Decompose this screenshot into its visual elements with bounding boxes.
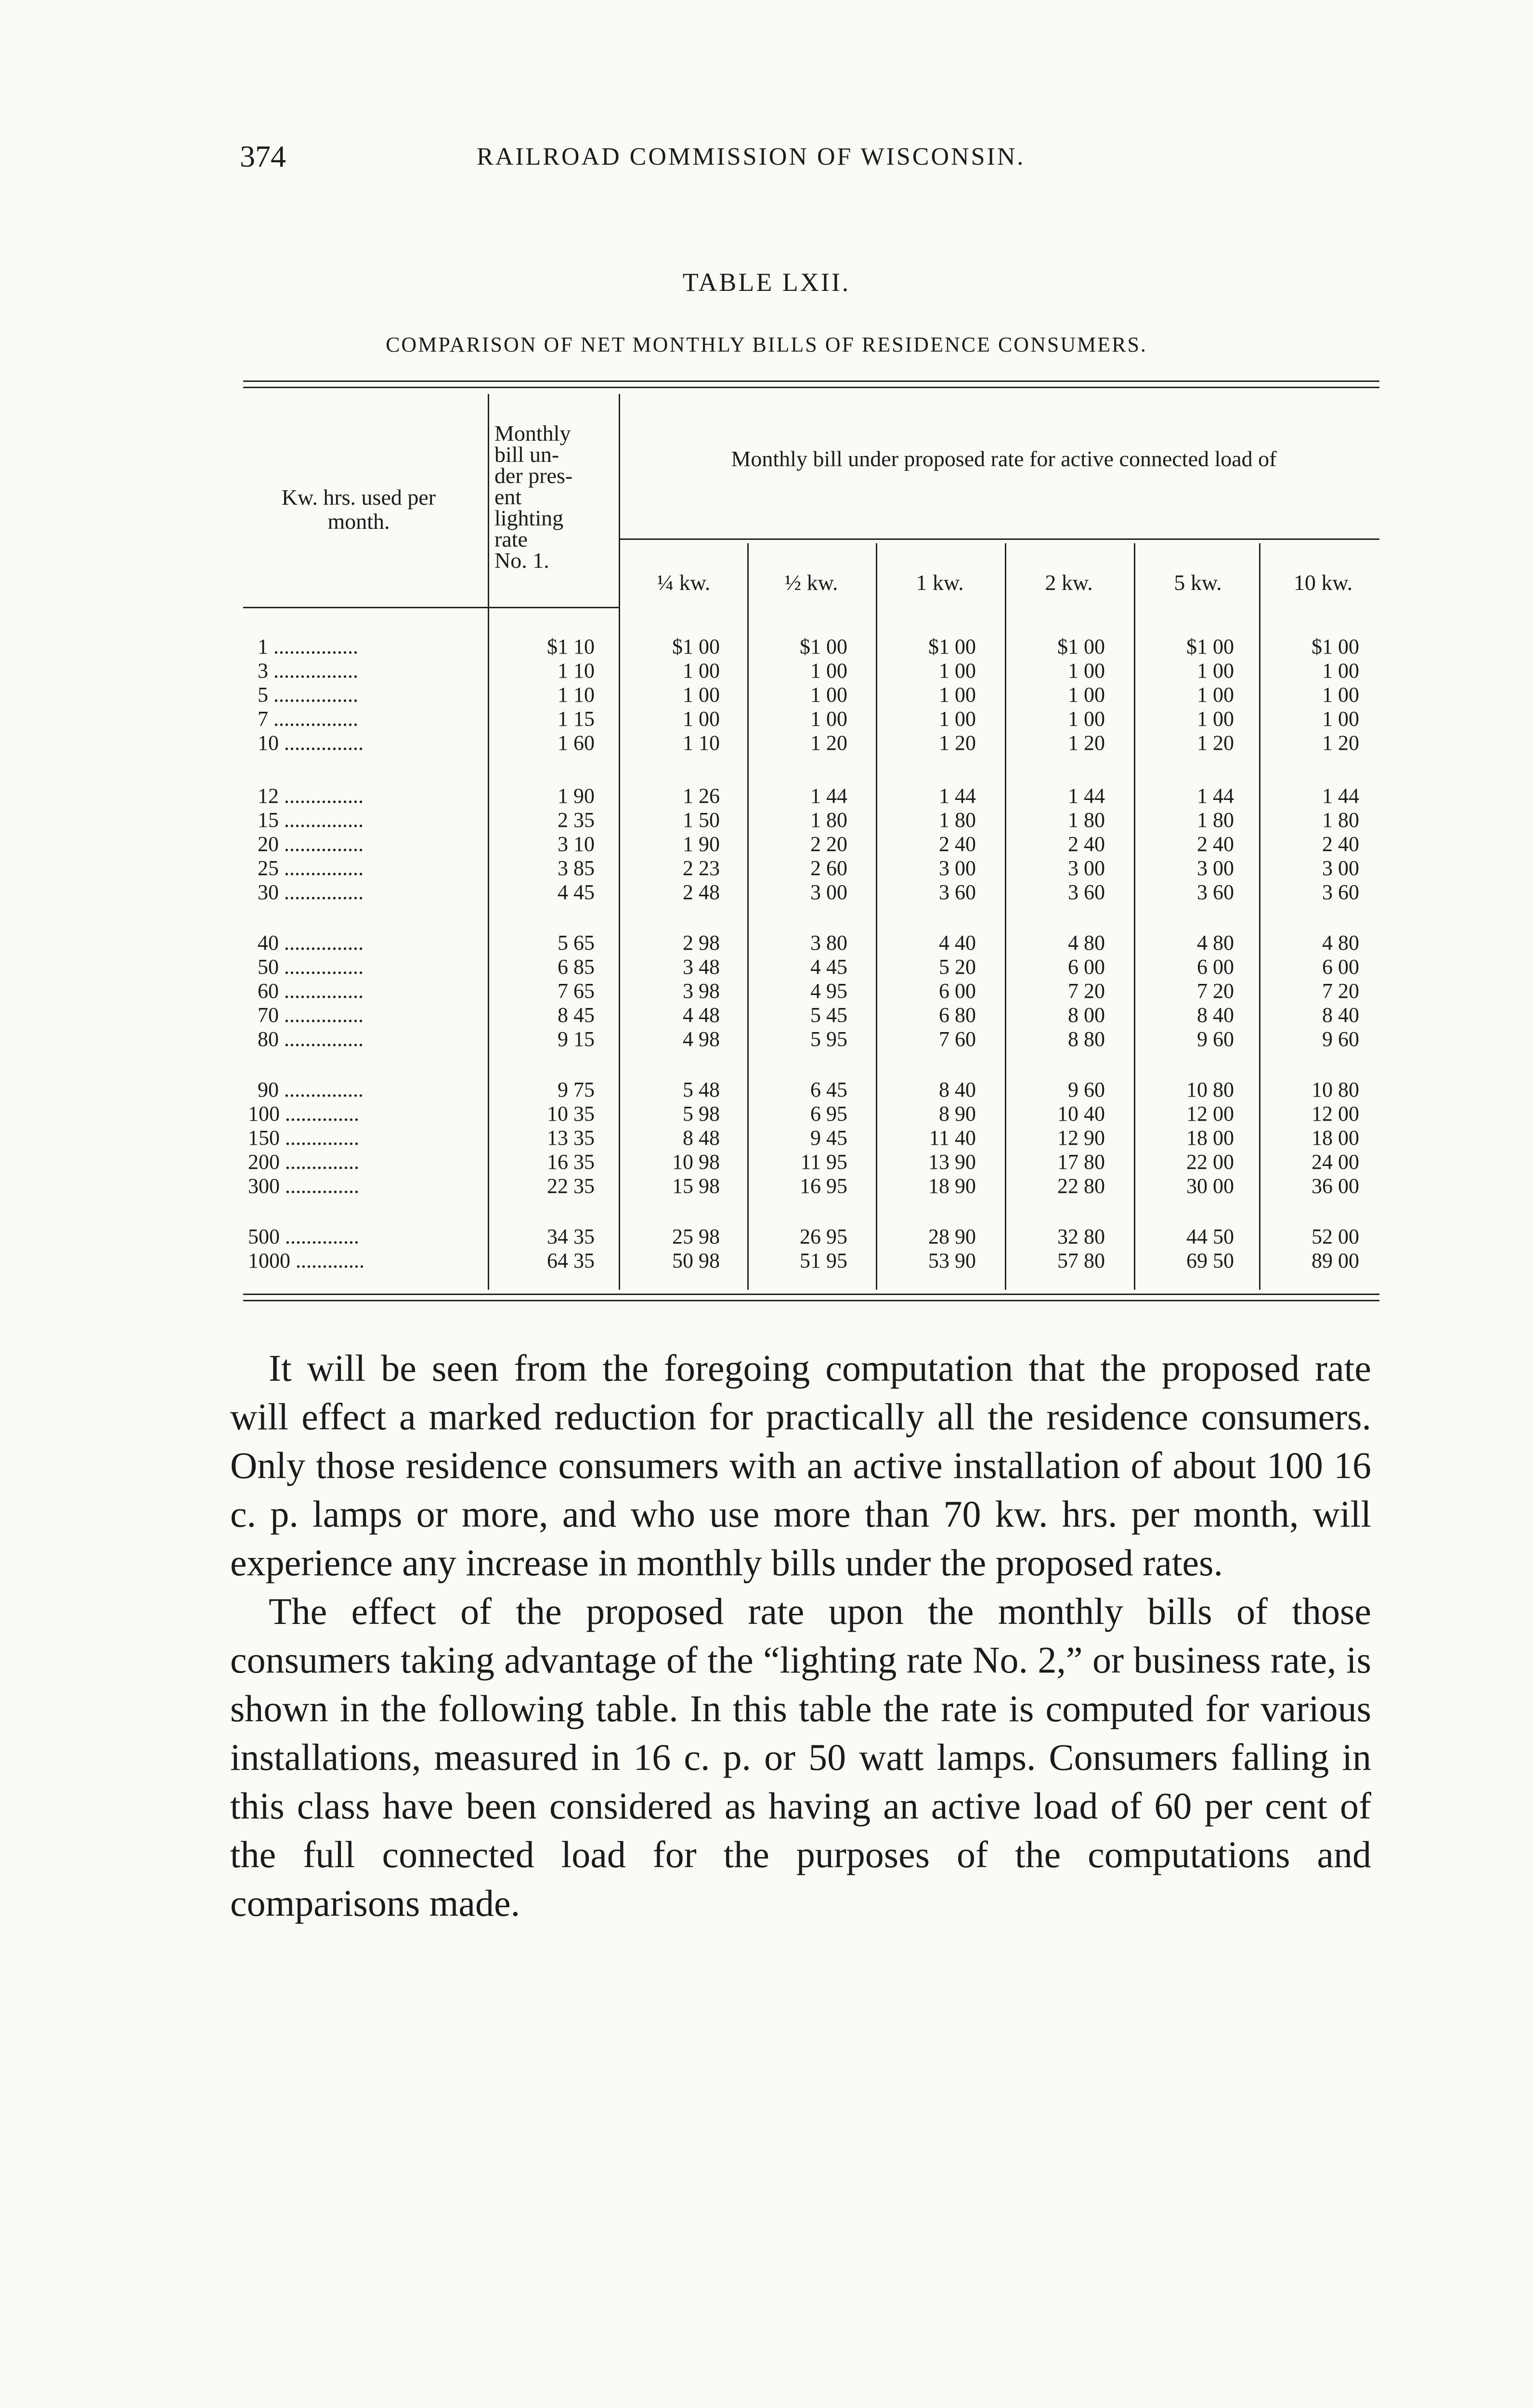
proposed-rate-value: 1 00 bbox=[1068, 707, 1105, 731]
kw-hours-cell bbox=[243, 1225, 479, 1273]
proposed-rate-value: 1 20 bbox=[1197, 731, 1234, 755]
proposed-rate-value: 25 98 bbox=[672, 1225, 720, 1248]
proposed-rate-cell bbox=[1013, 931, 1105, 1051]
header-kw-hrs: Kw. hrs. used per month. bbox=[281, 485, 436, 534]
proposed-rate-cell bbox=[1268, 635, 1359, 755]
proposed-rate-value: 12 00 bbox=[1312, 1102, 1359, 1125]
proposed-rate-value: 1 00 bbox=[1322, 683, 1359, 707]
kw-hours-value: 30 ............... bbox=[258, 880, 364, 904]
proposed-rate-value: 1 80 bbox=[1068, 808, 1105, 832]
header-rule bbox=[619, 538, 1379, 540]
kw-hours-value: 200 .............. bbox=[248, 1150, 359, 1174]
proposed-rate-cell bbox=[1143, 1225, 1234, 1273]
proposed-rate-value: $1 00 bbox=[1312, 635, 1359, 658]
kw-hours-value: 15 ............... bbox=[258, 808, 364, 832]
proposed-rate-value: 1 00 bbox=[683, 659, 720, 682]
proposed-rate-value: 12 00 bbox=[1186, 1102, 1234, 1125]
proposed-rate-value: 1 26 bbox=[683, 784, 720, 808]
proposed-rate-value: 22 80 bbox=[1057, 1174, 1105, 1198]
proposed-rate-value: 2 48 bbox=[683, 880, 720, 904]
proposed-rate-value: 3 00 bbox=[1197, 856, 1234, 880]
proposed-rate-value: 1 44 bbox=[939, 784, 976, 808]
header-rule bbox=[488, 607, 619, 608]
header-rule bbox=[243, 607, 488, 608]
proposed-rate-value: 6 00 bbox=[939, 979, 976, 1003]
proposed-rate-value: 1 00 bbox=[1197, 707, 1234, 731]
proposed-rate-value: $1 00 bbox=[1057, 635, 1105, 658]
proposed-rate-value: 17 80 bbox=[1057, 1150, 1105, 1174]
proposed-rate-value: 1 20 bbox=[1068, 731, 1105, 755]
proposed-rate-value: 6 80 bbox=[939, 1003, 976, 1027]
proposed-rate-value: 9 60 bbox=[1068, 1078, 1105, 1101]
present-rate-value: 1 90 bbox=[558, 784, 595, 808]
proposed-rate-value: 6 95 bbox=[810, 1102, 847, 1125]
table-subtitle: COMPARISON OF NET MONTHLY BILLS OF RESIDENCE CONSUMERS. bbox=[386, 333, 1147, 356]
proposed-rate-cell bbox=[756, 1225, 847, 1273]
proposed-rate-value: 10 80 bbox=[1312, 1078, 1359, 1101]
present-rate-value: 1 60 bbox=[558, 731, 595, 755]
present-rate-value: 34 35 bbox=[547, 1225, 595, 1248]
proposed-rate-value: 1 00 bbox=[939, 707, 976, 731]
running-head: RAILROAD COMMISSION OF WISCONSIN. bbox=[477, 143, 1026, 170]
kw-hours-value: 1000 ............. bbox=[248, 1249, 364, 1272]
proposed-rate-value: 2 40 bbox=[1197, 832, 1234, 856]
proposed-rate-cell bbox=[628, 1078, 720, 1198]
proposed-rate-value: 8 90 bbox=[939, 1102, 976, 1125]
proposed-rate-cell bbox=[756, 784, 847, 904]
present-rate-value: 6 85 bbox=[558, 955, 595, 979]
proposed-rate-cell bbox=[628, 784, 720, 904]
proposed-rate-value: 1 44 bbox=[1068, 784, 1105, 808]
body-text bbox=[230, 1344, 1371, 1927]
present-rate-value: 1 10 bbox=[558, 659, 595, 682]
kw-hours-value: 7 ................ bbox=[258, 707, 358, 731]
proposed-rate-cell bbox=[1268, 784, 1359, 904]
present-rate-value: 2 35 bbox=[558, 808, 595, 832]
proposed-rate-cell bbox=[1143, 784, 1234, 904]
proposed-rate-cell bbox=[628, 931, 720, 1051]
proposed-rate-value: 7 20 bbox=[1197, 979, 1234, 1003]
kw-hours-value: 40 ............... bbox=[258, 931, 364, 955]
kw-hours-value: 300 .............. bbox=[248, 1174, 359, 1198]
proposed-rate-cell bbox=[1143, 635, 1234, 755]
header-load-1: ½ kw. bbox=[784, 570, 838, 595]
proposed-rate-cell bbox=[756, 931, 847, 1051]
proposed-rate-value: 51 95 bbox=[800, 1249, 847, 1272]
proposed-rate-value: 6 00 bbox=[1068, 955, 1105, 979]
proposed-rate-cell bbox=[884, 635, 976, 755]
proposed-rate-value: 1 00 bbox=[1197, 659, 1234, 682]
proposed-rate-cell bbox=[628, 635, 720, 755]
proposed-rate-value: 1 00 bbox=[1068, 683, 1105, 707]
header-proposed-rate: Monthly bill under proposed rate for active connected load of bbox=[731, 446, 1277, 471]
present-rate-cell bbox=[494, 931, 595, 1051]
kw-hours-value: 90 ............... bbox=[258, 1078, 364, 1101]
kw-hours-cell bbox=[243, 784, 479, 904]
proposed-rate-value: 4 45 bbox=[810, 955, 847, 979]
header-load-4: 5 kw. bbox=[1174, 570, 1222, 595]
proposed-rate-cell bbox=[884, 784, 976, 904]
proposed-rate-value: 50 98 bbox=[672, 1249, 720, 1272]
proposed-rate-value: 9 60 bbox=[1322, 1027, 1359, 1051]
proposed-rate-value: $1 00 bbox=[1186, 635, 1234, 658]
present-rate-value: 8 45 bbox=[558, 1003, 595, 1027]
paragraph: The effect of the proposed rate upon the monthly bills of those consumers taking advantage of the “lighting rate No. 2,” or business rate, is shown in the following table. In this table the rate is computed for various installations, measured in 16 c. p. or 50 watt lamps. Consumers falling in this class have been considered as having an active load of 60 per cent of the full connected load for the purposes of the computations and comparisons made. bbox=[230, 1590, 1371, 1924]
proposed-rate-value: 1 00 bbox=[683, 707, 720, 731]
kw-hours-value: 70 ............... bbox=[258, 1003, 364, 1027]
proposed-rate-value: 7 60 bbox=[939, 1027, 976, 1051]
proposed-rate-value: 5 95 bbox=[810, 1027, 847, 1051]
header-load-2: 1 kw. bbox=[916, 570, 964, 595]
column-divider bbox=[747, 543, 749, 1290]
proposed-rate-value: 7 20 bbox=[1322, 979, 1359, 1003]
proposed-rate-value: 8 40 bbox=[1197, 1003, 1234, 1027]
proposed-rate-value: 89 00 bbox=[1312, 1249, 1359, 1272]
kw-hours-value: 80 ............... bbox=[258, 1027, 364, 1051]
proposed-rate-value: 3 98 bbox=[683, 979, 720, 1003]
proposed-rate-value: 7 20 bbox=[1068, 979, 1105, 1003]
kw-hours-value: 20 ............... bbox=[258, 832, 364, 856]
proposed-rate-value: 2 98 bbox=[683, 931, 720, 955]
proposed-rate-value: 1 20 bbox=[810, 731, 847, 755]
proposed-rate-cell bbox=[1143, 931, 1234, 1051]
column-divider bbox=[488, 394, 489, 1290]
proposed-rate-cell bbox=[756, 1078, 847, 1198]
kw-hours-value: 500 .............. bbox=[248, 1225, 359, 1248]
proposed-rate-value: 8 40 bbox=[1322, 1003, 1359, 1027]
proposed-rate-cell bbox=[1013, 784, 1105, 904]
proposed-rate-value: 52 00 bbox=[1312, 1225, 1359, 1248]
present-rate-value: 16 35 bbox=[547, 1150, 595, 1174]
header-load-5: 10 kw. bbox=[1293, 570, 1353, 595]
proposed-rate-value: 3 00 bbox=[939, 856, 976, 880]
kw-hours-value: 150 .............. bbox=[248, 1126, 359, 1150]
proposed-rate-cell bbox=[884, 1078, 976, 1198]
proposed-rate-value: 1 00 bbox=[1322, 707, 1359, 731]
proposed-rate-value: 6 45 bbox=[810, 1078, 847, 1101]
proposed-rate-value: 4 40 bbox=[939, 931, 976, 955]
proposed-rate-value: 1 80 bbox=[1197, 808, 1234, 832]
proposed-rate-value: 10 98 bbox=[672, 1150, 720, 1174]
proposed-rate-value: 12 90 bbox=[1057, 1126, 1105, 1150]
proposed-rate-value: 1 80 bbox=[810, 808, 847, 832]
proposed-rate-cell bbox=[756, 635, 847, 755]
proposed-rate-value: 1 00 bbox=[1322, 659, 1359, 682]
proposed-rate-value: 9 45 bbox=[810, 1126, 847, 1150]
proposed-rate-value: 15 98 bbox=[672, 1174, 720, 1198]
proposed-rate-value: 44 50 bbox=[1186, 1225, 1234, 1248]
proposed-rate-value: 69 50 bbox=[1186, 1249, 1234, 1272]
proposed-rate-value: 3 00 bbox=[1068, 856, 1105, 880]
proposed-rate-value: 5 48 bbox=[683, 1078, 720, 1101]
proposed-rate-cell bbox=[1268, 931, 1359, 1051]
proposed-rate-value: 11 40 bbox=[929, 1126, 976, 1150]
proposed-rate-value: 26 95 bbox=[800, 1225, 847, 1248]
proposed-rate-value: $1 00 bbox=[800, 635, 847, 658]
proposed-rate-value: 22 00 bbox=[1186, 1150, 1234, 1174]
comparison-table bbox=[243, 394, 1379, 1290]
proposed-rate-value: 1 00 bbox=[1197, 683, 1234, 707]
proposed-rate-value: 1 00 bbox=[939, 659, 976, 682]
present-rate-value: 13 35 bbox=[547, 1126, 595, 1150]
column-divider bbox=[619, 394, 620, 1290]
proposed-rate-value: 2 40 bbox=[939, 832, 976, 856]
column-divider bbox=[1134, 543, 1135, 1290]
present-rate-value: 22 35 bbox=[547, 1174, 595, 1198]
proposed-rate-value: 3 60 bbox=[1322, 880, 1359, 904]
bottom-double-rule bbox=[243, 1294, 1379, 1295]
proposed-rate-cell bbox=[1013, 1078, 1105, 1198]
proposed-rate-value: 1 50 bbox=[683, 808, 720, 832]
present-rate-value: 3 10 bbox=[558, 832, 595, 856]
proposed-rate-value: 8 48 bbox=[683, 1126, 720, 1150]
proposed-rate-value: 13 90 bbox=[928, 1150, 976, 1174]
header-present-rate: Monthly bill un- der pres- ent lighting rate No. 1. bbox=[494, 421, 573, 573]
proposed-rate-cell bbox=[1013, 635, 1105, 755]
kw-hours-value: 5 ................ bbox=[258, 683, 358, 707]
proposed-rate-value: 18 00 bbox=[1186, 1126, 1234, 1150]
proposed-rate-cell bbox=[884, 1225, 976, 1273]
proposed-rate-value: 57 80 bbox=[1057, 1249, 1105, 1272]
proposed-rate-value: 6 00 bbox=[1197, 955, 1234, 979]
proposed-rate-value: 1 80 bbox=[939, 808, 976, 832]
proposed-rate-value: 1 00 bbox=[939, 683, 976, 707]
header-load-0: ¼ kw. bbox=[657, 570, 711, 595]
present-rate-value: 9 75 bbox=[558, 1078, 595, 1101]
proposed-rate-value: 3 48 bbox=[683, 955, 720, 979]
proposed-rate-value: 1 20 bbox=[939, 731, 976, 755]
proposed-rate-cell bbox=[1143, 1078, 1234, 1198]
present-rate-value: 1 15 bbox=[558, 707, 595, 731]
proposed-rate-value: 3 00 bbox=[1322, 856, 1359, 880]
proposed-rate-value: 1 10 bbox=[683, 731, 720, 755]
proposed-rate-value: 1 44 bbox=[1197, 784, 1234, 808]
kw-hours-value: 1 ................ bbox=[258, 635, 358, 658]
present-rate-cell bbox=[494, 635, 595, 755]
proposed-rate-value: 3 80 bbox=[810, 931, 847, 955]
proposed-rate-value: 8 40 bbox=[939, 1078, 976, 1101]
proposed-rate-value: 53 90 bbox=[928, 1249, 976, 1272]
present-rate-value: $1 10 bbox=[547, 635, 595, 658]
proposed-rate-value: 5 20 bbox=[939, 955, 976, 979]
present-rate-value: 3 85 bbox=[558, 856, 595, 880]
proposed-rate-value: 1 80 bbox=[1322, 808, 1359, 832]
proposed-rate-value: 2 60 bbox=[810, 856, 847, 880]
header-load-3: 2 kw. bbox=[1045, 570, 1093, 595]
proposed-rate-value: 32 80 bbox=[1057, 1225, 1105, 1248]
proposed-rate-value: 10 80 bbox=[1186, 1078, 1234, 1101]
paragraph: It will be seen from the foregoing computation that the proposed rate will effect a marked reduction for practically all the residence consumers. Only those residence consumers with an active installation of about 100 16 c. p. lamps or more, and who use more than 70 kw. hrs. per month, will experience any increase in monthly bills under the proposed rates. bbox=[230, 1347, 1371, 1584]
proposed-rate-value: 2 40 bbox=[1068, 832, 1105, 856]
proposed-rate-value: 3 60 bbox=[939, 880, 976, 904]
proposed-rate-cell bbox=[884, 931, 976, 1051]
proposed-rate-value: 1 00 bbox=[810, 659, 847, 682]
proposed-rate-value: 4 80 bbox=[1068, 931, 1105, 955]
proposed-rate-value: 2 40 bbox=[1322, 832, 1359, 856]
present-rate-cell bbox=[494, 1078, 595, 1198]
proposed-rate-value: 4 48 bbox=[683, 1003, 720, 1027]
proposed-rate-value: 1 44 bbox=[810, 784, 847, 808]
proposed-rate-cell bbox=[1268, 1078, 1359, 1198]
kw-hours-value: 10 ............... bbox=[258, 731, 364, 755]
kw-hours-value: 50 ............... bbox=[258, 955, 364, 979]
present-rate-cell bbox=[494, 1225, 595, 1273]
proposed-rate-value: $1 00 bbox=[672, 635, 720, 658]
proposed-rate-value: 1 00 bbox=[810, 707, 847, 731]
present-rate-value: 10 35 bbox=[547, 1102, 595, 1125]
proposed-rate-value: 28 90 bbox=[928, 1225, 976, 1248]
proposed-rate-value: 2 20 bbox=[810, 832, 847, 856]
table-title: TABLE LXII. bbox=[682, 268, 851, 297]
proposed-rate-value: 6 00 bbox=[1322, 955, 1359, 979]
proposed-rate-cell bbox=[1268, 1225, 1359, 1273]
proposed-rate-value: 1 00 bbox=[810, 683, 847, 707]
column-divider bbox=[876, 543, 877, 1290]
kw-hours-value: 3 ................ bbox=[258, 659, 358, 682]
present-rate-value: 4 45 bbox=[558, 880, 595, 904]
proposed-rate-cell bbox=[628, 1225, 720, 1273]
kw-hours-value: 100 .............. bbox=[248, 1102, 359, 1125]
proposed-rate-value: 9 60 bbox=[1197, 1027, 1234, 1051]
proposed-rate-value: 1 00 bbox=[1068, 659, 1105, 682]
proposed-rate-value: 1 44 bbox=[1322, 784, 1359, 808]
proposed-rate-value: 18 00 bbox=[1312, 1126, 1359, 1150]
present-rate-value: 1 10 bbox=[558, 683, 595, 707]
proposed-rate-value: 4 80 bbox=[1322, 931, 1359, 955]
kw-hours-cell bbox=[243, 931, 479, 1051]
proposed-rate-value: 11 95 bbox=[800, 1150, 847, 1174]
top-double-rule bbox=[243, 387, 1379, 388]
proposed-rate-value: 3 60 bbox=[1068, 880, 1105, 904]
proposed-rate-value: 5 98 bbox=[683, 1102, 720, 1125]
present-rate-value: 9 15 bbox=[558, 1027, 595, 1051]
proposed-rate-value: 16 95 bbox=[800, 1174, 847, 1198]
proposed-rate-value: $1 00 bbox=[928, 635, 976, 658]
present-rate-value: 7 65 bbox=[558, 979, 595, 1003]
kw-hours-value: 12 ............... bbox=[258, 784, 364, 808]
proposed-rate-value: 5 45 bbox=[810, 1003, 847, 1027]
proposed-rate-value: 4 95 bbox=[810, 979, 847, 1003]
proposed-rate-value: 1 00 bbox=[683, 683, 720, 707]
proposed-rate-value: 8 00 bbox=[1068, 1003, 1105, 1027]
proposed-rate-value: 2 23 bbox=[683, 856, 720, 880]
proposed-rate-value: 36 00 bbox=[1312, 1174, 1359, 1198]
proposed-rate-value: 10 40 bbox=[1057, 1102, 1105, 1125]
bottom-double-rule bbox=[243, 1300, 1379, 1301]
proposed-rate-value: 4 98 bbox=[683, 1027, 720, 1051]
proposed-rate-value: 4 80 bbox=[1197, 931, 1234, 955]
column-divider bbox=[1259, 543, 1260, 1290]
proposed-rate-cell bbox=[1013, 1225, 1105, 1273]
kw-hours-cell bbox=[243, 635, 479, 755]
proposed-rate-value: 1 90 bbox=[683, 832, 720, 856]
present-rate-value: 64 35 bbox=[547, 1249, 595, 1272]
proposed-rate-value: 18 90 bbox=[928, 1174, 976, 1198]
proposed-rate-value: 3 60 bbox=[1197, 880, 1234, 904]
proposed-rate-value: 8 80 bbox=[1068, 1027, 1105, 1051]
proposed-rate-value: 24 00 bbox=[1312, 1150, 1359, 1174]
proposed-rate-value: 1 20 bbox=[1322, 731, 1359, 755]
kw-hours-value: 60 ............... bbox=[258, 979, 364, 1003]
page-header bbox=[0, 139, 1533, 187]
proposed-rate-value: 3 00 bbox=[810, 880, 847, 904]
top-double-rule bbox=[243, 380, 1379, 382]
page-number: 374 bbox=[240, 139, 286, 173]
column-divider bbox=[1005, 543, 1006, 1290]
present-rate-value: 5 65 bbox=[558, 931, 595, 955]
present-rate-cell bbox=[494, 784, 595, 904]
kw-hours-value: 25 ............... bbox=[258, 856, 364, 880]
kw-hours-cell bbox=[243, 1078, 479, 1198]
proposed-rate-value: 30 00 bbox=[1186, 1174, 1234, 1198]
